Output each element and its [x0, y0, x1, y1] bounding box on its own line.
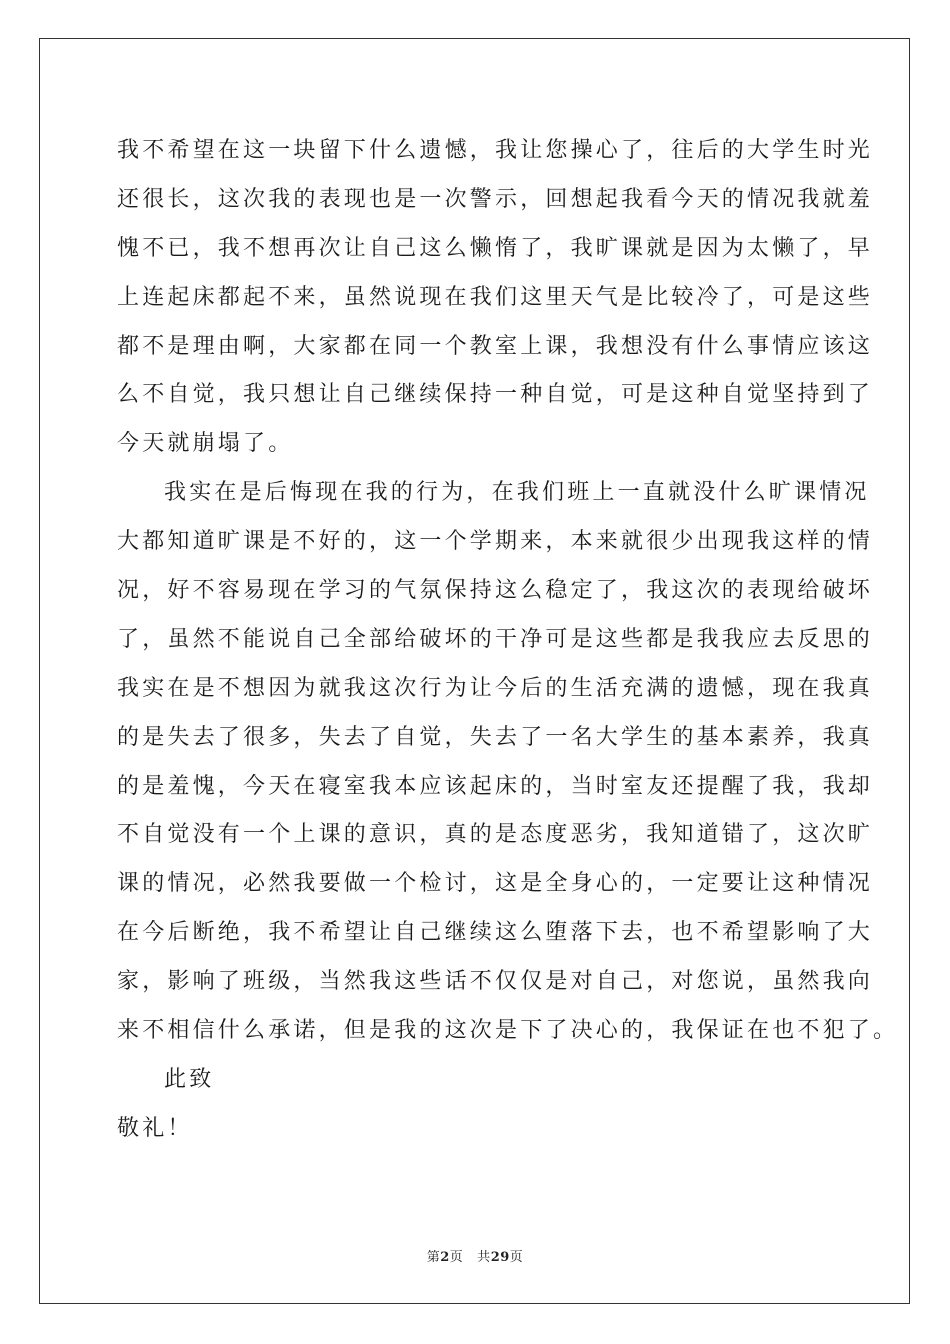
closing-salutation: 此致	[164, 1066, 215, 1092]
text-line: 今天就崩塌了。	[117, 431, 294, 457]
page-prefix: 第	[426, 1250, 441, 1265]
text-line: 都不是理由啊，大家都在同一个教室上课，我想没有什么事情应该这	[117, 333, 874, 359]
text-line: 不自觉没有一个上课的意识，真的是态度恶劣，我知道错了，这次旷	[117, 822, 874, 848]
total-pages: 29	[490, 1250, 510, 1265]
text-line: 上连起床都起不来，虽然说现在我们这里天气是比较冷了，可是这些	[117, 284, 874, 310]
closing-regards: 敬礼！	[117, 1115, 193, 1141]
text-line: 我实在是不想因为就我这次行为让今后的生活充满的遗憾，现在我真	[117, 675, 874, 701]
text-line: 课的情况，必然我要做一个检讨，这是全身心的，一定要让这种情况	[117, 871, 874, 897]
total-prefix: 共	[477, 1250, 491, 1265]
text-line: 况，好不容易现在学习的气氛保持这么稳定了，我这次的表现给破坏	[117, 578, 874, 604]
page-suffix: 页	[449, 1250, 464, 1265]
page-footer	[0, 1246, 950, 1265]
text-line: 大都知道旷课是不好的，这一个学期来，本来就很少出现我这样的情	[117, 529, 874, 555]
text-line: 愧不已，我不想再次让自己这么懒惰了，我旷课就是因为太懒了，早	[117, 235, 874, 261]
letter-body	[117, 127, 899, 1154]
text-line: 么不自觉，我只想让自己继续保持一种自觉，可是这种自觉坚持到了	[117, 382, 874, 408]
text-line: 了，虽然不能说自己全部给破坏的干净可是这些都是我我应去反思的	[117, 626, 874, 652]
text-line: 还很长，这次我的表现也是一次警示，回想起我看今天的情况我就羞	[117, 186, 874, 212]
page-number: 2	[440, 1250, 450, 1265]
paragraph-start-line: 我实在是后悔现在我的行为，在我们班上一直就没什么旷课情况	[164, 480, 870, 506]
text-line: 来不相信什么承诺，但是我的这次是下了决心的，我保证在也不犯了。	[117, 1018, 899, 1044]
total-suffix: 页	[509, 1250, 524, 1265]
text-line: 我不希望在这一块留下什么遗憾，我让您操心了，往后的大学生时光	[117, 138, 874, 163]
text-line: 家，影响了班级，当然我这些话不仅仅是对自己，对您说，虽然我向	[117, 969, 874, 995]
text-line: 的是羞愧，今天在寝室我本应该起床的，当时室友还提醒了我，我却	[117, 773, 874, 799]
text-line: 在今后断绝，我不希望让自己继续这么堕落下去，也不希望影响了大	[117, 920, 874, 946]
text-line: 的是失去了很多，失去了自觉，失去了一名大学生的基本素养，我真	[117, 724, 874, 750]
